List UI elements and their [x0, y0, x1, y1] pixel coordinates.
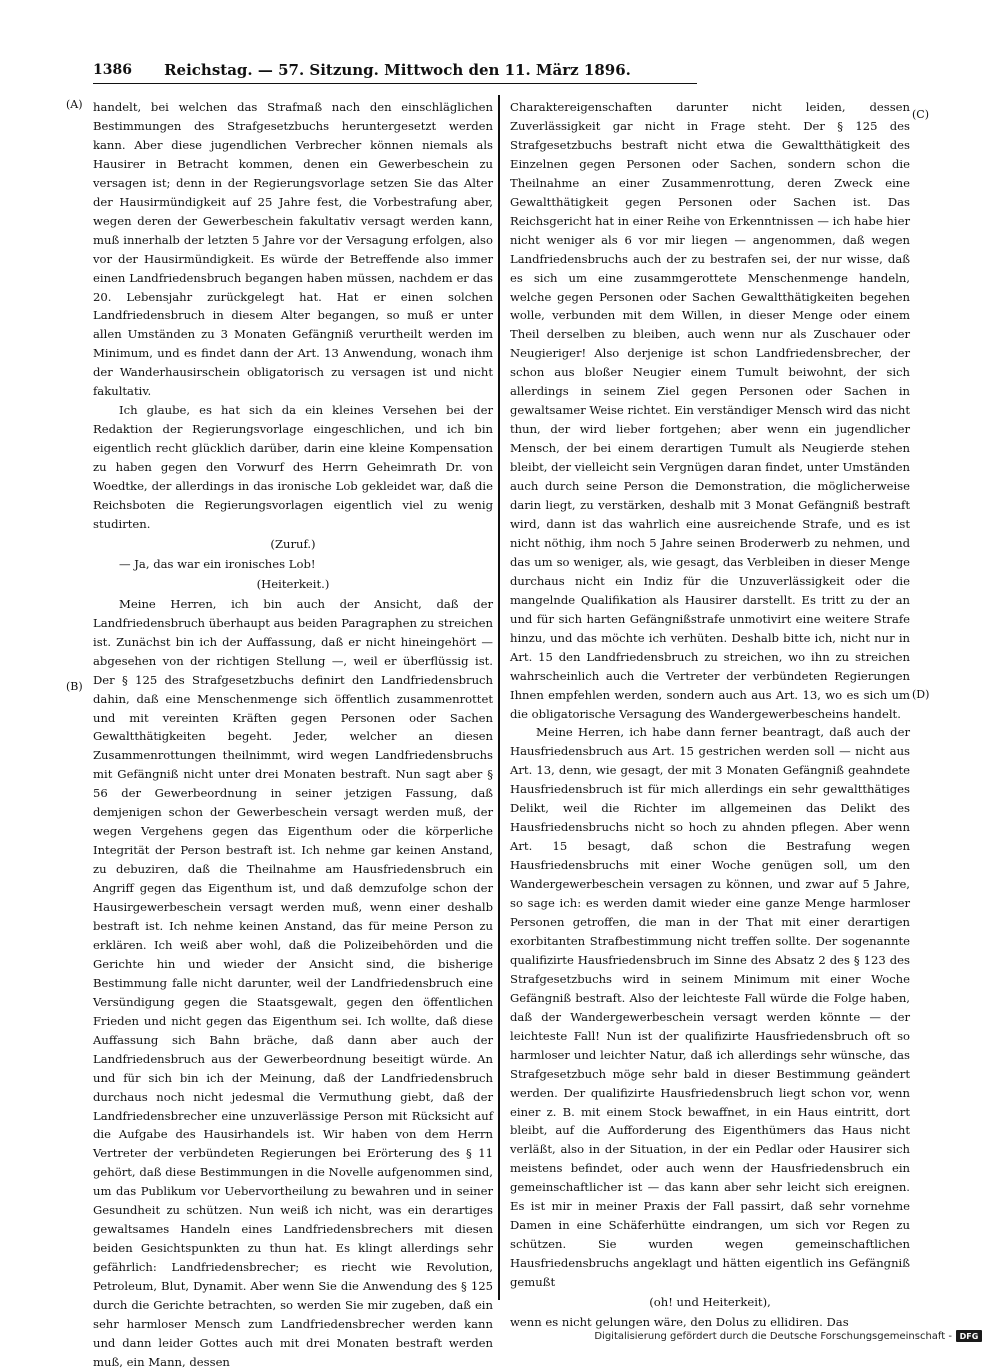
- paragraph: handelt, bei welchen das Strafmaß nach den einschläglichen Bestimmungen des Strafgesetzbuchs heruntergesetzt werden kann. Aber diese jugendlichen Verbrecher können niemals als Hausirer in Betracht kommen, denen ein Gewerbeschein zu versagen ist; denn in der Regierungsvorlage setzen Sie das Alter der Hausirmündigkeit auf 25 Jahre fest, die Vorbestrafung aber, wegen deren der Gewerbeschein fakultativ versagt werden kann, muß innerhalb der letzten 5 Jahre vor der Versagung erfolgen, also vor der Hausirmündigkeit. Es würde der Betreffende also immer einen Landfriedensbruch begangen haben müssen, nachdem er das 20. Lebensjahr zurückgelegt hat. Hat er einen solchen Landfriedensbruch in diesem Alter begangen, so muß er unter allen Umständen zu 3 Monaten Gefängniß verurtheilt werden im Minimum, und es findet dann der Art. 13 Anwendung, wonach ihm der Wanderhausirschein obligatorisch zu versagen ist und nicht fakultativ.: [93, 100, 493, 399]
- paragraph: Ich glaube, es hat sich da ein kleines Versehen bei der Redaktion der Regierungsvorlage eingeschlichen, und ich bin eigentlich recht glücklich darüber, darin eine kleine Kompensation zu haben gegen den Vorwurf des Herrn Geheimrath Dr. von Woedtke, der allerdings in das ironische Lob gekleidet war, daß die Reichsboten die Regierungsvorlagen eigentlich viel zu wenig studirten.: [93, 403, 493, 531]
- right-column: [510, 98, 910, 1332]
- interjection: (oh! und Heiterkeit),: [649, 1295, 771, 1310]
- paragraph: Meine Herren, ich habe dann ferner beantragt, daß auch der Hausfriedensbruch aus Art. 15 gestrichen werden soll — nicht aus Art. 13, denn, wie gesagt, der mit 3 Monaten Gefängniß geahndete Hausfriedensbruch ist für mich allerdings ein sehr gewaltthätiges Delikt, weil die Richter im allgemeinen das Delikt des Hausfriedensbruchs nicht so hoch zu ahnden pflegen. Aber wenn Art. 15 besagt, daß schon die Bestrafung wegen Hausfriedensbruchs mit einer Woche genügen soll, um den Wandergewerbeschein versagen zu können, und zwar auf 5 Jahre, so sage ich: es werden damit wieder eine ganze Menge harmloser Personen getroffen, die man in der That mit einer derartigen exorbitanten Strafbestimmung nicht treffen sollte. Der sogenannte qualifizirte Hausfriedensbruch im Sinne des Absatz 2 des § 123 des Strafgesetzbuchs wird in seinem Minimum mit einer Woche Gefängniß bestraft. Also der leichteste Fall würde die Folge haben, daß der Wandergewerbeschein versagt werden könnte — der leichteste Fall! Nun ist der qualifizirte Hausfriedensbruch oft so harmloser und leichter Natur, daß ich allerdings sehr wünsche, das Strafgesetzbuch möge sehr bald in dieser Bestimmung geändert werden. Der qualifizirte Hausfriedensbruch liegt schon vor, wenn einer z. B. mit einem Stock bewaffnet, in ein Haus eintritt, dort bleibt, auf die Aufforderung des Eigenthümers das Haus nicht verläßt, also in der Situation, in der ein Pedlar oder Hausirer sich meistens befindet, oder auch wenn der Hausfriedensbruch ein gemeinschaftlicher ist — das kann aber sehr leicht sich ereignen. Es ist mir in meiner Praxis der Fall passirt, daß sehr vornehme Damen in eine Schäferhütte eindrangen, um sich vor Regen zu schützen. Sie wurden wegen gemeinschaftlichen Hausfriedensbruchs angeklagt und hätten eigentlich ins Gefängniß gemußt: [510, 725, 910, 1290]
- margin-mark-d: (D): [912, 688, 930, 701]
- interjection: (Zuruf.): [270, 536, 316, 551]
- paragraph: wenn es nicht gelungen wäre, den Dolus zu ellidiren. Das: [510, 1315, 849, 1329]
- header-rule: [93, 83, 697, 84]
- paragraph: Charaktereigenschaften darunter nicht leiden, dessen Zuverlässigkeit gar nicht in Frage steht. Der § 125 des Strafgesetzbuchs bestraft nicht etwa die Gewaltthätigkeit des Einzelnen gegen Personen oder Sachen, sondern schon die Theilnahme an einer Zusammenrottung, deren Zweck eine Gewaltthätigkeit gegen Personen oder Sachen ist. Das Reichsgericht hat in einer Reihe von Erkenntnissen — ich habe hier nicht weniger als 6 vor mir liegen — angenommen, daß wegen Landfriedensbruchs auch der zu bestrafen sei, der nur wisse, daß es sich um eine zusammgerottete Menschenmenge handeln, welche gegen Personen oder Sachen Gewaltthätigkeiten begehen wolle, verbunden mit dem Willen, in dieser Menge oder einem Theil derselben zu bleiben, auch wenn nur als Zuschauer oder Neugieriger! Also derjenige ist schon Landfriedensbrecher, der schon aus bloßer Neugier einem Tumult beiwohnt, der sich allerdings in seinem Ziel gegen Personen oder Sachen in gewaltsamer Weise richtet. Ein verständiger Mensch wird das nicht thun, der wird lieber fortgehen; aber wenn ein jugendlicher Mensch, der bei einem derartigen Tumult als Neugierde stehen bleibt, der vielleicht sein Vergnügen daran findet, unter Umständen auch durch seine Person die Demonstration, die möglicherweise darin liegt, zu verstärken, deshalb mit 3 Monat Gefängniß bestraft wird, dann ist das wahrlich eine ausreichende Strafe, und es ist nicht nöthig, ihm noch 5 Jahre seinen Broderwerb zu nehmen, und das um so weniger, als, wie gesagt, das Verbleiben in dieser Menge durchaus nicht ein Indiz für die Unzuverlässigkeit oder die mangelnde Qualifikation als Hausirer darstellt. Es tritt zu der an und für sich harten Gefängnißstrafe unmotivirt eine weitere Strafe hinzu, und das möchte ich verhüten. Deshalb bitte ich, nicht nur in Art. 15 den Landfriedensbruch zu streichen, wo ihn zu streichen wahrscheinlich auch die Vertreter der verbündeten Regierungen Ihnen empfehlen werden, sondern auch aus Art. 13, wo es sich um die obligatorische Versagung des Wandergewerbescheins handelt.: [510, 100, 910, 721]
- page-title: Reichstag. — 57. Sitzung. Mittwoch den 11. März 1896.: [164, 61, 631, 79]
- interjection: (Heiterkeit.): [256, 576, 330, 591]
- page-number: 1386: [93, 62, 132, 78]
- dfg-logo: DFG: [956, 1330, 982, 1342]
- column-divider: [498, 95, 500, 1300]
- paragraph: — Ja, das war ein ironisches Lob!: [119, 556, 316, 571]
- margin-mark-b: (B): [66, 680, 83, 693]
- paragraph: Meine Herren, ich bin auch der Ansicht, daß der Landfriedensbruch überhaupt aus beiden Paragraphen zu streichen ist. Zunächst bin ich der Auffassung, daß er nicht hineingehört — abgesehen von der richtigen Stellung —, weil er überflüssig ist. Der § 125 des Strafgesetzbuchs definirt den Landfriedensbruch dahin, daß eine Menschenmenge sich öffentlich zusammenrottet und mit vereinten Kräften gegen Personen oder Sachen Gewaltthätigkeiten begeht. Jeder, welcher an diesen Zusammenrottungen theilnimmt, wird wegen Landfriedensbruchs mit Gefängniß nicht unter drei Monaten bestraft. Nun sagt aber § 56 der Gewerbeordnung in seiner jetzigen Fassung, daß demjenigen schon der Gewerbeschein versagt werden muß, der wegen Vergehens gegen das Eigenthum oder die körperliche Integrität der Person bestraft ist. Ich nehme gar keinen Anstand, zu debuziren, daß die Theilnahme am Hausfriedensbruch ein Angriff gegen das Eigenthum ist, und daß demzufolge schon der Hausirgewerbeschein versagt werden muß, wenn einer deshalb bestraft ist. Ich nehme keinen Anstand, das für meine Person zu erklären. Ich weiß aber wohl, daß die Polizeibehörden und die Gerichte hin und wieder der Ansicht sind, die bisherige Bestimmung falle nicht darunter, weil der Landfriedensbruch eine Versündigung gegen die Staatsgewalt, gegen den öffentlichen Frieden und nicht gegen das Eigenthum sei. Ich wollte, daß diese Auffassung sich Bahn bräche, daß dann aber auch der Landfriedensbruch aus der Gewerbeordnung beseitigt würde. An und für sich bin ich der Meinung, daß der Landfriedensbruch durchaus noch nicht jedesmal die Vermuthung giebt, daß der Landfriedensbrecher eine unzuverlässige Person mit Rücksicht auf die Aufgabe des Hausirhandels ist. Wir haben von dem Herrn Vertreter der verbündeten Regierungen bei Erörterung des § 11 gehört, daß diese Bestimmungen in die Novelle aufgenommen sind, um das Publikum vor Uebervortheilung zu bewahren und in seiner Gesundheit zu schützen. Nun weiß ich nicht, was ein derartiges gewaltsames Handeln eines Landfriedensbrechers mit diesen beiden Gesichtspunkten zu thun hat. Es klingt allerdings sehr gefährlich: Landfriedensbrecher; es riecht wie Revolution, Petroleum, Blut, Dynamit. Aber wenn Sie die Anwendung des § 125 durch die Gerichte betrachten, so werden Sie mir zugeben, daß ein sehr harmloser Mensch zum Landfriedensbrecher werden kann und dann leider Gottes auch mit drei Monaten bestraft werden muß, ein Mann, dessen: [93, 596, 493, 1369]
- page-footer: [594, 1327, 982, 1345]
- left-column: [93, 98, 493, 1372]
- page-header: [93, 58, 697, 82]
- footer-credit: Digitalisierung gefördert durch die Deutsche Forschungsgemeinschaft -: [594, 1330, 952, 1342]
- margin-mark-a: (A): [66, 98, 83, 111]
- margin-mark-c: (C): [912, 108, 929, 121]
